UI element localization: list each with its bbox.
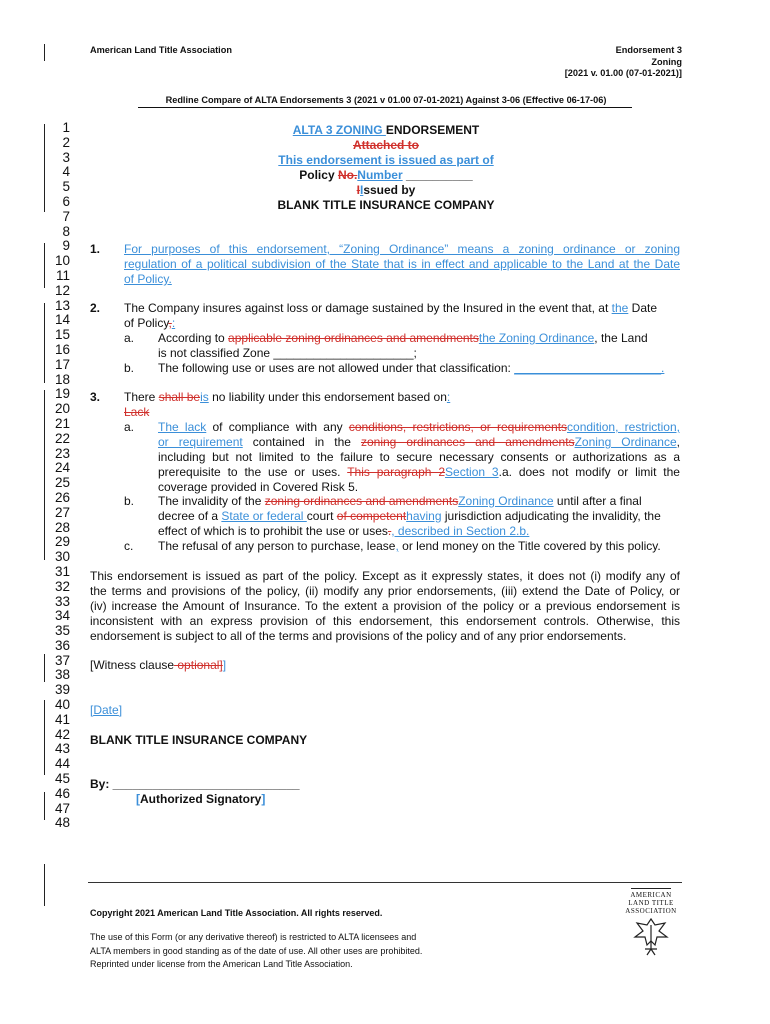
line-number: 4 xyxy=(62,164,70,180)
signature-company: BLANK TITLE INSURANCE COMPANY xyxy=(90,733,308,747)
section-3b-label: b. xyxy=(124,494,135,508)
logo-line-1: AMERICAN xyxy=(630,891,672,899)
line-number: 3 xyxy=(62,149,70,165)
header-endorsement: Endorsement 3 xyxy=(615,45,682,55)
date-placeholder: [Date] xyxy=(90,703,123,717)
change-bar xyxy=(44,390,45,560)
line-number: 48 xyxy=(54,815,70,831)
closing-line-2: the terms and provisions of the policy, (ii) modify any prior endorsements, (iii) extend the Date of Policy, or xyxy=(90,584,680,598)
deleted-text: of competent xyxy=(336,509,407,523)
line-number: 27 xyxy=(54,504,70,520)
closing-line-1: This endorsement is issued as part of the policy. Except as it expressly states, it does not (i) modify any of xyxy=(90,569,680,583)
change-bar xyxy=(44,654,45,682)
change-bar xyxy=(44,243,45,288)
section-3a-line-3: including but not limited to the failure to secure necessary consents or authorizations as a xyxy=(158,450,680,464)
line-number: 41 xyxy=(54,711,70,727)
line-number: 30 xyxy=(54,549,70,565)
section-3a-label: a. xyxy=(124,420,135,434)
title-line-3 xyxy=(90,153,682,168)
title-line-1: ALTA 3 ZONING ENDORSEMENT xyxy=(292,123,480,137)
line-number: 1 xyxy=(62,120,70,135)
line-number: 47 xyxy=(54,800,70,816)
deleted-text: shall be xyxy=(158,390,201,404)
line-number: 36 xyxy=(54,637,70,653)
inserted-text: or requirement xyxy=(158,435,243,449)
line-number: 43 xyxy=(54,741,70,757)
line-number: 29 xyxy=(54,534,70,550)
section-2-number: 2. xyxy=(90,301,101,315)
inserted-text: Section 3 xyxy=(445,465,499,479)
line-number: 26 xyxy=(54,489,70,505)
section-3a-line-5: coverage provided in Covered Risk 5. xyxy=(158,480,359,494)
line-number: 45 xyxy=(54,771,70,787)
section-3b-line-2: decree of a State or federal court of competenthaving jurisdiction adjudicating the invalidity, the xyxy=(158,509,661,523)
line-number: 39 xyxy=(54,682,70,698)
section-1-line-1: For purposes of this endorsement, “Zoning Ordinance” means a zoning ordinance or zoning xyxy=(124,242,680,256)
section-3a-line-1: The lack of compliance with any conditions, restrictions, or requirementscondition, restriction, xyxy=(158,420,680,434)
line-number: 19 xyxy=(54,386,70,402)
section-3a-line-2: or requirement contained in the zoning ordinances and amendmentsZoning Ordinance, xyxy=(158,435,681,449)
line-number: 22 xyxy=(54,430,70,446)
line-number: 13 xyxy=(54,297,70,313)
section-3c-label: c. xyxy=(124,539,134,553)
line-number: 15 xyxy=(54,327,70,343)
deleted-text: No. xyxy=(337,168,358,182)
section-3c-line-1: The refusal of any person to purchase, lease, or lend money on the Title covered by this policy. xyxy=(158,539,661,553)
inserted-text: , described in Section 2.b. xyxy=(391,524,530,538)
line-number: 44 xyxy=(54,756,70,772)
line-number: 21 xyxy=(54,415,70,431)
section-1-line-3: of Policy. xyxy=(124,272,172,286)
line-number: 40 xyxy=(54,697,70,713)
deleted-text: ] xyxy=(219,658,223,672)
deleted-text: This paragraph 2 xyxy=(347,465,446,479)
inserted-text: State or federal xyxy=(221,509,307,523)
title-line-4: Policy No.Number __________ xyxy=(299,168,473,182)
change-bar xyxy=(44,124,45,212)
closing-line-5: endorsement is subject to all of the terms and provisions of the policy and of any prior endorsements. xyxy=(90,629,627,643)
line-number: 18 xyxy=(54,371,70,387)
change-bar xyxy=(44,44,45,61)
deleted-text: applicable zoning ordinances and amendments xyxy=(228,331,479,345)
inserted-text: the xyxy=(611,301,629,315)
section-2a-line-1: According to applicable zoning ordinances and amendmentsthe Zoning Ordinance, the Land xyxy=(158,331,648,345)
line-number: 42 xyxy=(54,726,70,742)
deleted-text: I xyxy=(356,183,360,197)
signature-by-line: By: ____________________________ xyxy=(90,777,300,791)
line-number: 9 xyxy=(62,238,70,254)
logo-rule xyxy=(631,888,671,889)
section-3a-line-4: prerequisite to the use or uses. This paragraph 2Section 3.a. does not modify or limit the xyxy=(158,465,680,479)
line-number: 2 xyxy=(62,134,70,150)
deleted-text: conditions, restrictions, or requirements xyxy=(348,420,568,434)
line-number: 24 xyxy=(54,460,70,476)
line-numbers xyxy=(50,121,70,831)
line-number: 14 xyxy=(54,312,70,328)
line-number: 46 xyxy=(54,785,70,801)
inserted-text: Number xyxy=(357,168,403,182)
line-number: 6 xyxy=(62,193,70,209)
line-number: 17 xyxy=(54,356,70,372)
footer-terms: The use of this Form (or any derivative thereof) is restricted to ALTA licensees and ALTA members in good standing as of the date of use. All other uses are prohibited. Reprinted under license from the American Land Title Association. xyxy=(90,932,423,969)
change-bar xyxy=(44,303,45,383)
inserted-text: is xyxy=(200,390,209,404)
inserted-text: I xyxy=(359,183,364,197)
inserted-text: ] xyxy=(261,792,266,806)
deleted-text: zoning ordinances and amendments xyxy=(360,435,575,449)
redline-title: Redline Compare of ALTA Endorsements 3 (2021 v 01.00 07-01-2021) Against 3-06 (Effective 06-17-06) xyxy=(165,95,607,105)
line-number: 33 xyxy=(54,593,70,609)
line-number: 20 xyxy=(54,401,70,417)
section-2a-label: a. xyxy=(124,331,135,345)
section-1-line-2: regulation of a political subdivision of the State that is in effect and applicable to the Land at the Date xyxy=(124,257,680,271)
inserted-text: having xyxy=(406,509,442,523)
line-number: 28 xyxy=(54,519,70,535)
line-number: 32 xyxy=(54,578,70,594)
inserted-text: ] xyxy=(222,658,227,672)
line-number: 5 xyxy=(62,179,70,195)
inserted-text: [ xyxy=(136,792,140,806)
line-number: 8 xyxy=(62,223,70,239)
eagle-emblem-icon xyxy=(631,915,671,959)
section-1-number: 1. xyxy=(90,242,101,256)
section-2a-line-2: is not classified Zone _____________________; xyxy=(158,346,417,360)
section-3-deleted-lack: Lack xyxy=(124,405,150,419)
line-number: 35 xyxy=(54,623,70,639)
inserted-text: : xyxy=(446,390,451,404)
change-bar xyxy=(44,700,45,775)
inserted-text: ALTA 3 ZONING xyxy=(292,123,386,137)
section-3-number: 3. xyxy=(90,390,101,404)
header-version: [2021 v. 01.00 (07-01-2021)] xyxy=(564,68,682,78)
line-number: 34 xyxy=(54,608,70,624)
inserted-text: ______________________. xyxy=(514,361,665,375)
alta-logo xyxy=(618,888,684,961)
line-number: 10 xyxy=(54,253,70,269)
inserted-text: This endorsement is issued as part of xyxy=(278,153,494,167)
redline-underline xyxy=(138,107,632,108)
line-number: 37 xyxy=(54,652,70,668)
inserted-text: : xyxy=(171,316,176,330)
deleted-text: . xyxy=(387,524,392,538)
line-number: 38 xyxy=(54,667,70,683)
inserted-text: Zoning Ordinance xyxy=(574,435,677,449)
deleted-text: optional xyxy=(174,658,220,672)
inserted-text: the Zoning Ordinance xyxy=(478,331,595,345)
line-number: 12 xyxy=(54,282,70,298)
section-3b-line-1: The invalidity of the zoning ordinances and amendmentsZoning Ordinance until after a final xyxy=(158,494,642,508)
footer-rule xyxy=(88,882,682,883)
inserted-text: , xyxy=(395,539,399,553)
line-number: 7 xyxy=(62,208,70,224)
closing-line-3: (iv) increase the Amount of Insurance. To the extent a provision of the policy or a previous endorsement is xyxy=(90,599,680,613)
line-number: 11 xyxy=(55,267,70,283)
inserted-text: condition, restriction, xyxy=(567,420,680,434)
section-2b-label: b. xyxy=(124,361,135,375)
deleted-text: , xyxy=(168,316,172,330)
section-2-line-1: The Company insures against loss or damage sustained by the Insured in the event that, at the Date xyxy=(124,301,657,315)
line-number: 23 xyxy=(54,445,70,461)
header-org: American Land Title Association xyxy=(90,45,232,55)
title-line-2 xyxy=(90,138,682,153)
logo-line-3: ASSOCIATION xyxy=(625,907,677,915)
inserted-text: The lack xyxy=(158,420,207,434)
witness-clause: [Witness clause optional]] xyxy=(90,658,227,672)
line-number: 31 xyxy=(54,563,70,579)
header-topic: Zoning xyxy=(651,56,682,67)
section-3-line-1: There shall beis no liability under this endorsement based on: xyxy=(124,390,451,404)
header-block xyxy=(565,45,682,80)
signatory-placeholder: [Authorized Signatory] xyxy=(136,792,266,806)
closing-line-4: inconsistent with an express provision of this endorsement, this endorsement controls. Otherwise, this xyxy=(90,614,680,628)
title-company: BLANK TITLE INSURANCE COMPANY xyxy=(277,198,495,212)
section-2-line-2: of Policy,: xyxy=(124,316,176,330)
deleted-text: Attached to xyxy=(353,138,419,152)
title-line-5: IIssued by xyxy=(356,183,416,197)
deleted-text: zoning ordinances and amendments xyxy=(264,494,459,508)
change-bar xyxy=(44,864,45,906)
footer-copyright: Copyright 2021 American Land Title Association. All rights reserved. xyxy=(90,908,383,918)
section-3b-line-3: effect of which is to prohibit the use or uses., described in Section 2.b. xyxy=(158,524,530,538)
change-bar xyxy=(44,792,45,820)
line-number: 16 xyxy=(54,341,70,357)
inserted-text: Zoning Ordinance xyxy=(458,494,554,508)
logo-line-2: LAND TITLE xyxy=(628,899,674,907)
section-2b-line-1: The following use or uses are not allowed under that classification: ______________________. xyxy=(158,361,665,375)
line-number: 25 xyxy=(54,475,70,491)
